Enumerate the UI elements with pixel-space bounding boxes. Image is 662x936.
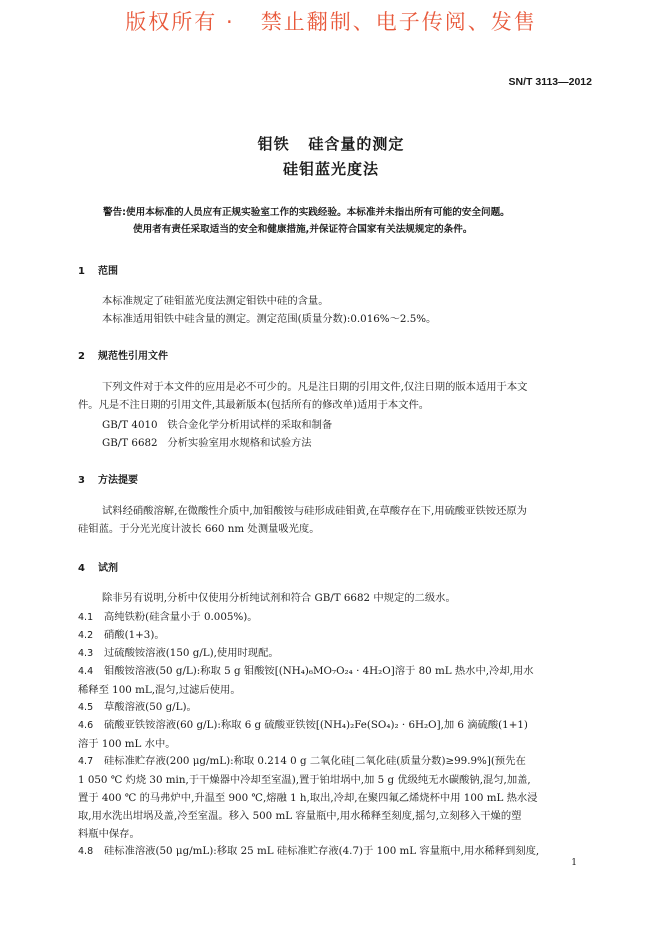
item-text: 钼酸铵溶液(50 g/L):称取 5 g 钼酸铵[(NH₄)₆MO₇O₂₄ · 4H₂O]溶于 80 mL 热水中,冷却,用水 [104, 665, 534, 677]
item-text: 料瓶中保存。 [78, 828, 140, 840]
reagent-item [78, 698, 593, 717]
document-title: 钼铁 硅含量的测定 [257, 135, 405, 153]
paragraph-line: 试料经硝酸溶解,在微酸性介质中,加钼酸铵与硅形成硅钼黄,在草酸存在下,用硫酸亚铁铵还原为 [102, 505, 527, 517]
section-number: 1 [78, 266, 85, 277]
reagent-item [78, 716, 593, 753]
copyright-watermark: 版权所有 · 禁止翻制、电子传阅、发售 [125, 10, 537, 34]
item-text: 稀释至 100 mL,混匀,过滤后使用。 [78, 684, 241, 696]
item-text: 取,用水洗出坩埚及盖,冷至室温。移入 500 mL 容量瓶中,用水稀释至刻度,摇匀,立刻移入干燥的塑 [78, 810, 522, 822]
page-number: 1 [571, 858, 577, 868]
section-number: 3 [78, 475, 85, 486]
section-4-heading [78, 559, 118, 574]
normative-reference: GB/T 4010 铁合金化学分析用试样的采取和制备 [102, 419, 333, 431]
section-number: 4 [78, 563, 85, 574]
section-2-heading [78, 347, 168, 362]
section-2-body [78, 378, 593, 414]
reagent-item [78, 626, 593, 645]
section-4-intro [78, 589, 593, 607]
section-number: 2 [78, 351, 85, 362]
paragraph-line: 硅钼蓝。于分光光度计波长 660 nm 处测量吸光度。 [78, 523, 320, 535]
item-text: 硝酸(1+3)。 [104, 629, 165, 641]
item-number: 4.2 [78, 630, 94, 641]
item-text: 硅标准溶液(50 μg/mL):移取 25 mL 硅标准贮存液(4.7)于 100 mL 容量瓶中,用水稀释到刻度, [104, 845, 540, 857]
item-text: 高纯铁粉(硅含量小于 0.005%)。 [104, 611, 258, 623]
reagent-item [78, 644, 593, 663]
item-number: 4.5 [78, 702, 94, 713]
document-subtitle: 硅钼蓝光度法 [282, 160, 379, 178]
item-number: 4.3 [78, 648, 94, 659]
section-1-heading [78, 262, 118, 277]
item-number: 4.1 [78, 612, 94, 623]
section-title: 方法提要 [98, 475, 138, 486]
item-number: 4.4 [78, 666, 94, 677]
item-number: 4.6 [78, 720, 94, 731]
section-title: 试剂 [98, 563, 118, 574]
safety-warning [103, 204, 593, 238]
paragraph: 本标准适用钼铁中硅含量的测定。测定范围(质量分数):0.016%～2.5%。 [102, 313, 437, 325]
section-3-heading [78, 471, 138, 486]
warning-line-2: 使用者有责任采取适当的安全和健康措施,并保证符合国家有关法规规定的条件。 [133, 224, 473, 235]
item-number: 4.8 [78, 846, 94, 857]
item-text: 硫酸亚铁铵溶液(60 g/L):称取 6 g 硫酸亚铁铵[(NH₄)₂Fe(SO₄)₂ · 6H₂O],加 6 滴硫酸(1+1) [104, 719, 528, 731]
paragraph: 本标准规定了硅钼蓝光度法测定钼铁中硅的含量。 [102, 295, 329, 307]
paragraph-line: 件。凡是不注日期的引用文件,其最新版本(包括所有的修改单)适用于本文件。 [78, 399, 430, 411]
item-text: 溶于 100 mL 水中。 [78, 738, 176, 750]
standard-number: SN/T 3113—2012 [508, 76, 592, 88]
paragraph-line: 下列文件对于本文件的应用是必不可少的。凡是注日期的引用文件,仅注日期的版本适用于本文 [102, 381, 528, 393]
warning-line-1: 警告:使用本标准的人员应有正规实验室工作的实践经验。本标准并未指出所有可能的安全问题。 [103, 207, 510, 218]
reagent-item [78, 842, 593, 861]
section-1-body [78, 292, 593, 328]
normative-reference: GB/T 6682 分析实验室用水规格和试验方法 [102, 437, 312, 449]
item-text: 草酸溶液(50 g/L)。 [104, 701, 197, 713]
section-title: 规范性引用文件 [98, 351, 168, 362]
section-3-body [78, 502, 593, 538]
item-text: 置于 400 ℃ 的马弗炉中,升温至 900 ℃,熔融 1 h,取出,冷却,在聚四氟乙烯烧杯中用 100 mL 热水浸 [78, 792, 538, 804]
item-number: 4.7 [78, 756, 94, 767]
paragraph: 除非另有说明,分析中仅使用分析纯试剂和符合 GB/T 6682 中规定的二级水。 [102, 592, 456, 604]
item-text: 过硫酸铵溶液(150 g/L),使用时现配。 [104, 647, 279, 659]
section-title: 范围 [98, 266, 118, 277]
reagent-item [78, 752, 593, 843]
item-text: 1 050 ℃ 灼烧 30 min,于干燥器中冷却至室温),置于铂坩埚中,加 5 g 优级纯无水碳酸钠,混匀,加盖, [78, 774, 531, 786]
reagent-item [78, 662, 593, 699]
item-text: 硅标准贮存液(200 μg/mL):称取 0.214 0 g 二氧化硅[二氧化硅(质量分数)≥99.9%](预先在 [104, 755, 526, 767]
reagent-item [78, 608, 593, 627]
